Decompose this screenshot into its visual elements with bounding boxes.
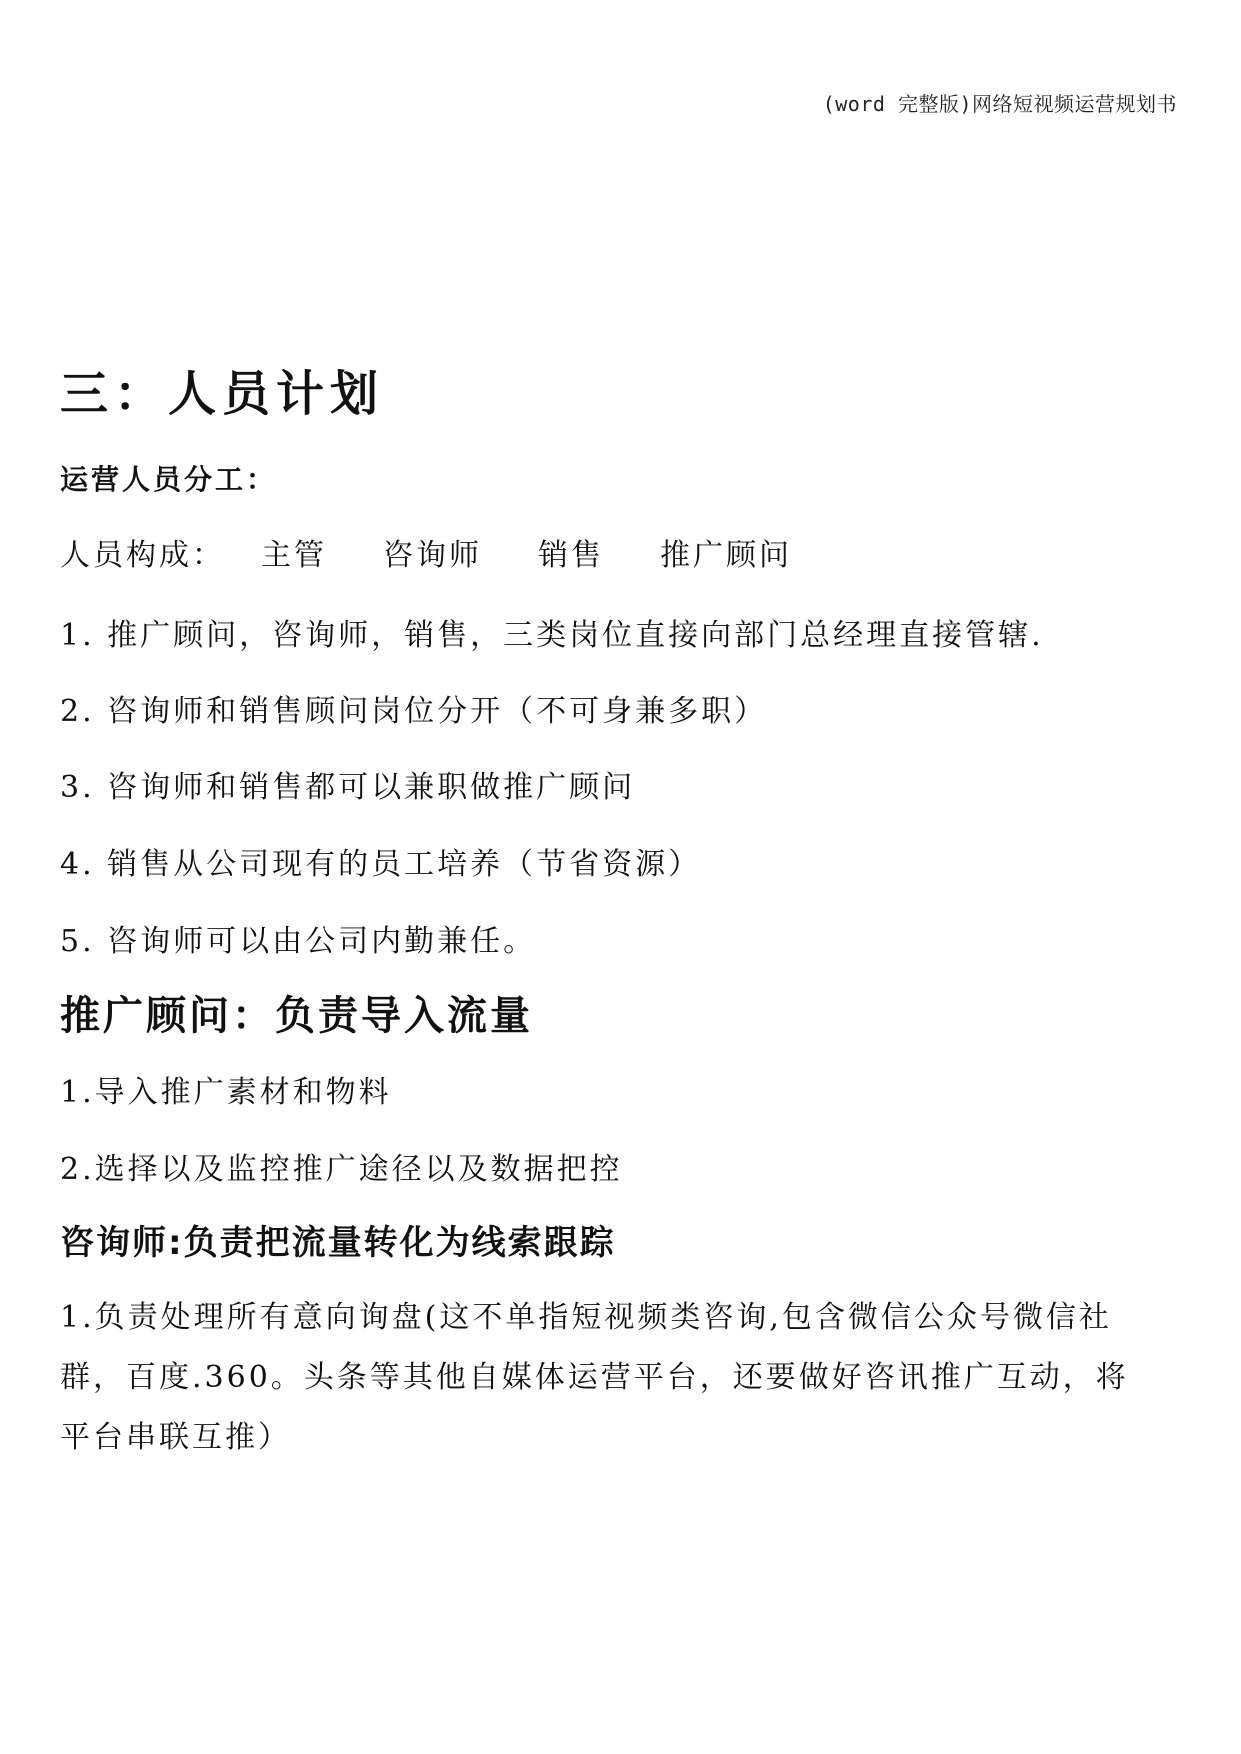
promotion-heading: 推广顾问：负责导入流量 — [60, 993, 533, 1039]
rule-item: 4. 销售从公司现有的员工培养（节省资源） — [60, 847, 702, 882]
composition-line — [60, 530, 792, 574]
running-header: (word 完整版)网络短视频运营规划书 — [822, 92, 1177, 116]
composition-label: 人员构成： — [60, 538, 225, 573]
rule-item: 3. 咨询师和销售都可以兼职做推广顾问 — [60, 770, 636, 805]
consultant-item-line: 1.负责处理所有意向询盘(这不单指短视频类咨询,包含微信公众号微信社 — [60, 1300, 1112, 1335]
rule-item: 5. 咨询师可以由公司内勤兼任。 — [60, 924, 537, 959]
role-item: 推广顾问 — [660, 538, 792, 573]
promotion-item: 2.选择以及监控推广途径以及数据把控 — [60, 1152, 623, 1187]
rule-item: 1. 推广顾问，咨询师，销售，三类岗位直接向部门总经理直接管辖. — [60, 618, 1044, 653]
consultant-heading: 咨询师:负责把流量转化为线索跟踪 — [60, 1223, 616, 1263]
consultant-item-line: 群，百度.360。头条等其他自媒体运营平台，还要做好咨讯推广互动，将 — [60, 1360, 1129, 1395]
role-item: 主管 — [261, 538, 327, 573]
consultant-item — [60, 1288, 1181, 1468]
consultant-item-line: 平台串联互推） — [60, 1420, 291, 1455]
section-heading: 三：人员计划 — [60, 366, 385, 422]
division-title: 运营人员分工： — [60, 463, 278, 496]
promotion-item: 1.导入推广素材和物料 — [60, 1075, 392, 1110]
role-item: 销售 — [538, 538, 604, 573]
role-item: 咨询师 — [383, 538, 482, 573]
rule-item: 2. 咨询师和销售顾问岗位分开（不可身兼多职） — [60, 694, 768, 729]
